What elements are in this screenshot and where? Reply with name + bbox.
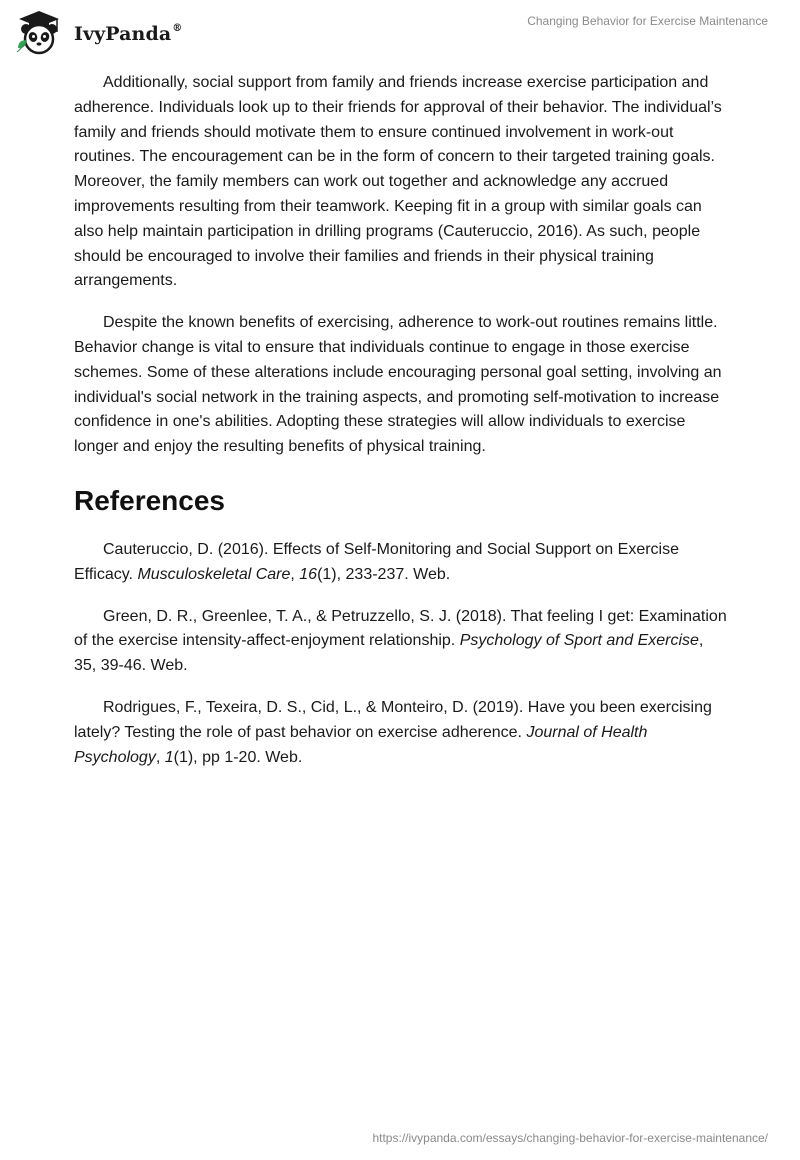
reference-volume: 16 — [299, 565, 318, 583]
panda-graduate-icon — [14, 8, 64, 58]
reference-entry — [74, 605, 730, 679]
reference-pages: , 35, 39-46. Web. — [74, 632, 704, 675]
reference-separator: , — [155, 748, 165, 766]
brand-name — [74, 23, 182, 45]
registered-mark: ® — [172, 22, 183, 34]
references-heading: References — [74, 484, 225, 516]
reference-separator: , — [290, 565, 300, 583]
body-paragraph: Additionally, social support from family and friends increase exercise participation and adherence. Individuals look up to their friends for approval of their behavior. The individual’s family and friends should motivate them to ensure continued involvement in work-out routines. The encouragement can be in the form of concern to their targeted training goals. Moreover, the family members can work out together and acknowledge any accrued improvements resulting from their teamwork. Keeping fit in a group with similar goals can also help maintain participation in drilling programs (Cauteruccio, 2016). As such, people should be encouraged to involve their families and friends in their physical training arrangements. — [74, 74, 722, 290]
reference-text: Green, D. R., Greenlee, T. A., & Petruzzello, S. J. (2018). That feeling I get: Examination of the exercise intensity-affect-enjoyment relationship. — [74, 607, 727, 650]
reference-entry — [74, 696, 730, 770]
reference-volume: 1 — [164, 748, 174, 766]
ivypanda-logo[interactable] — [14, 8, 182, 58]
reference-text: Cauteruccio, D. (2016). Effects of Self-Monitoring and Social Support on Exercise Efficacy. — [74, 540, 679, 583]
body-paragraph: Despite the known benefits of exercising, adherence to work-out routines remains little. Behavior change is vital to ensure that individuals continue to engage in those exercise schemes. Some of these alterations include encouraging personal goal setting, involving an individual's social network in the training aspects, and promoting self-motivation to increase confidence in one's abilities. Adopting these strategies will allow individuals to exercise longer and enjoy the resulting benefits of physical training. — [74, 314, 722, 456]
reference-journal: Psychology of Sport and Exercise — [459, 632, 699, 650]
reference-pages: (1), 233-237. Web. — [317, 565, 451, 583]
document-body — [74, 71, 730, 787]
footer-url-link[interactable]: https://ivypanda.com/essays/changing-behavior-for-exercise-maintenance/ — [372, 1131, 768, 1145]
reference-entry — [74, 538, 730, 588]
reference-text: Rodrigues, F., Texeira, D. S., Cid, L., & Monteiro, D. (2019). Have you been exercising lately? Testing the role of past behavior on exercise adherence. — [74, 698, 712, 741]
brand-name-text: IvyPanda — [74, 23, 172, 45]
reference-journal: Musculoskeletal Care — [137, 565, 291, 583]
document-header-title: Changing Behavior for Exercise Maintenance — [527, 14, 768, 28]
reference-journal: Journal of Health Psychology — [74, 723, 648, 766]
reference-pages: (1), pp 1-20. Web. — [173, 748, 303, 766]
